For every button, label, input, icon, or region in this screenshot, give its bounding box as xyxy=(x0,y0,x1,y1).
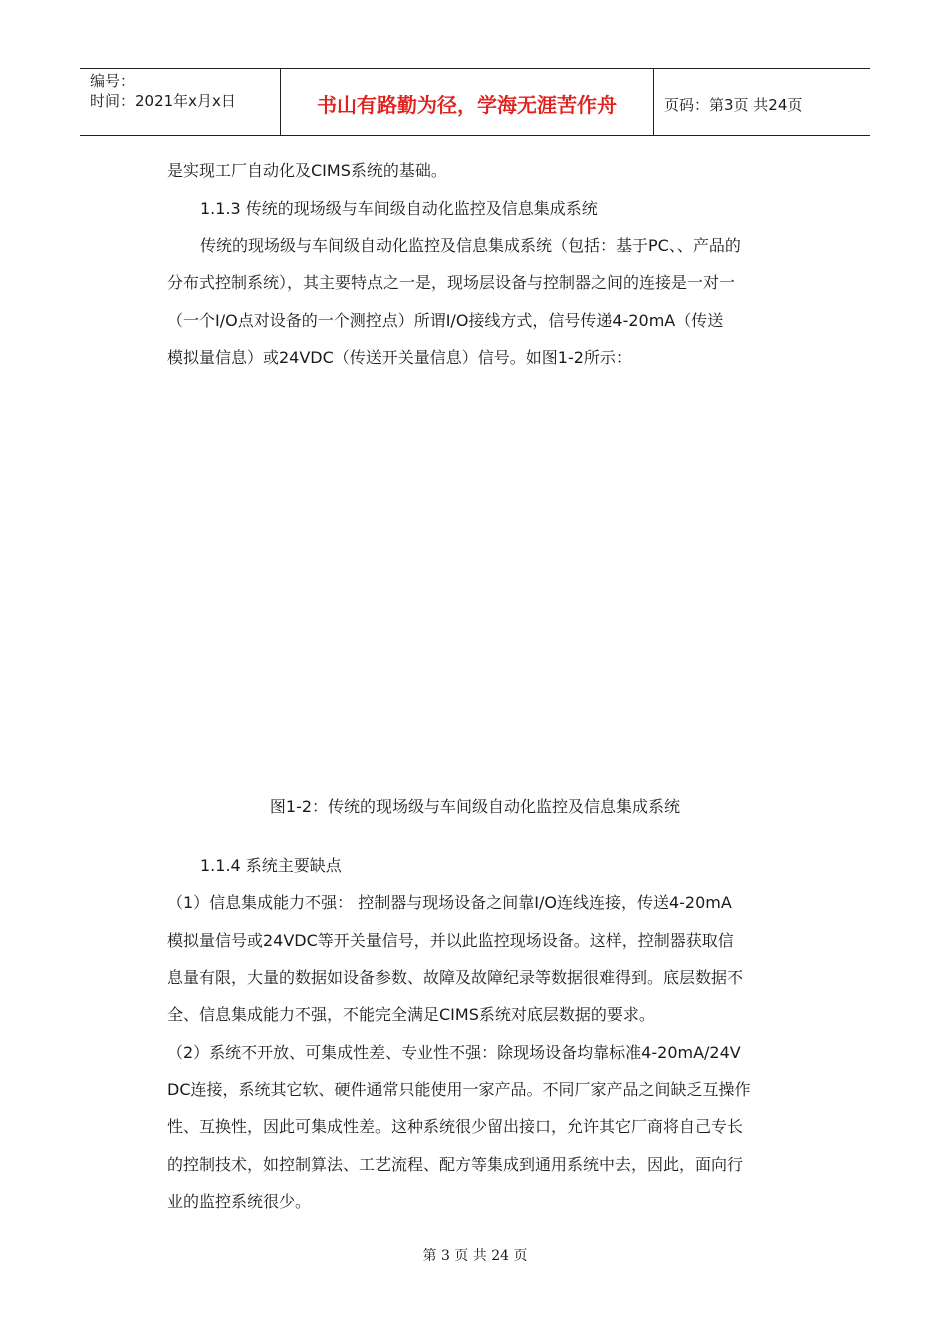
body-line: 全、信息集成能力不强，不能完全满足CIMS系统对底层数据的要求。 xyxy=(167,1005,655,1024)
body-line: 分布式控制系统），其主要特点之一是，现场层设备与控制器之间的连接是一对一 xyxy=(167,273,736,292)
body-line: （1）信息集成能力不强： 控制器与现场设备之间靠I/O连线连接，传送4-20mA xyxy=(167,893,732,912)
body-line: 模拟量信息）或24VDC（传送开关量信息）信号。如图1-2所示： xyxy=(167,348,632,367)
body-line: 业的监控系统很少。 xyxy=(167,1192,312,1211)
document-id-label: 编号： xyxy=(90,72,136,90)
body-line: （2）系统不开放、可集成性差、专业性不强：除现场设备均靠标准4-20mA/24V xyxy=(167,1043,741,1062)
body-line: DC连接，系统其它软、硬件通常只能使用一家产品。不同厂家产品之间缺乏互操作 xyxy=(167,1080,751,1099)
page-footer: 第 3 页 共 24 页 xyxy=(422,1248,528,1264)
section-heading-1-1-3: 1.1.3 传统的现场级与车间级自动化监控及信息集成系统 xyxy=(200,199,598,218)
figure-caption: 图1-2：传统的现场级与车间级自动化监控及信息集成系统 xyxy=(269,797,681,816)
body-line: 模拟量信号或24VDC等开关量信号，并以此监控现场设备。这样，控制器获取信 xyxy=(167,931,734,950)
header-motto-cell xyxy=(281,69,654,135)
figure-placeholder xyxy=(167,380,783,780)
header-page-code: 页码：第3页 共24页 xyxy=(664,96,803,114)
header-motto: 书山有路勤为径，学海无涯苦作舟 xyxy=(317,93,617,117)
document-header xyxy=(80,68,870,136)
body-line: 息量有限，大量的数据如设备参数、故障及故障纪录等数据很难得到。底层数据不 xyxy=(167,968,744,987)
header-page-cell xyxy=(654,69,870,135)
body-line: 传统的现场级与车间级自动化监控及信息集成系统（包括：基于PC、、产品的 xyxy=(200,236,741,255)
body-line: 性、互换性，因此可集成性差。这种系统很少留出接口，允许其它厂商将自己专长 xyxy=(167,1117,744,1136)
body-line: 的控制技术，如控制算法、工艺流程、配方等集成到通用系统中去，因此，面向行 xyxy=(167,1155,744,1174)
header-info-cell xyxy=(80,69,281,135)
body-line: 是实现工厂自动化及CIMS系统的基础。 xyxy=(167,161,447,180)
body-line: （一个I/O点对设备的一个测控点）所谓I/O接线方式，信号传递4-20mA（传送 xyxy=(167,311,724,330)
document-time-label: 时间：2021年x月x日 xyxy=(90,92,236,110)
section-heading-1-1-4: 1.1.4 系统主要缺点 xyxy=(200,856,342,875)
